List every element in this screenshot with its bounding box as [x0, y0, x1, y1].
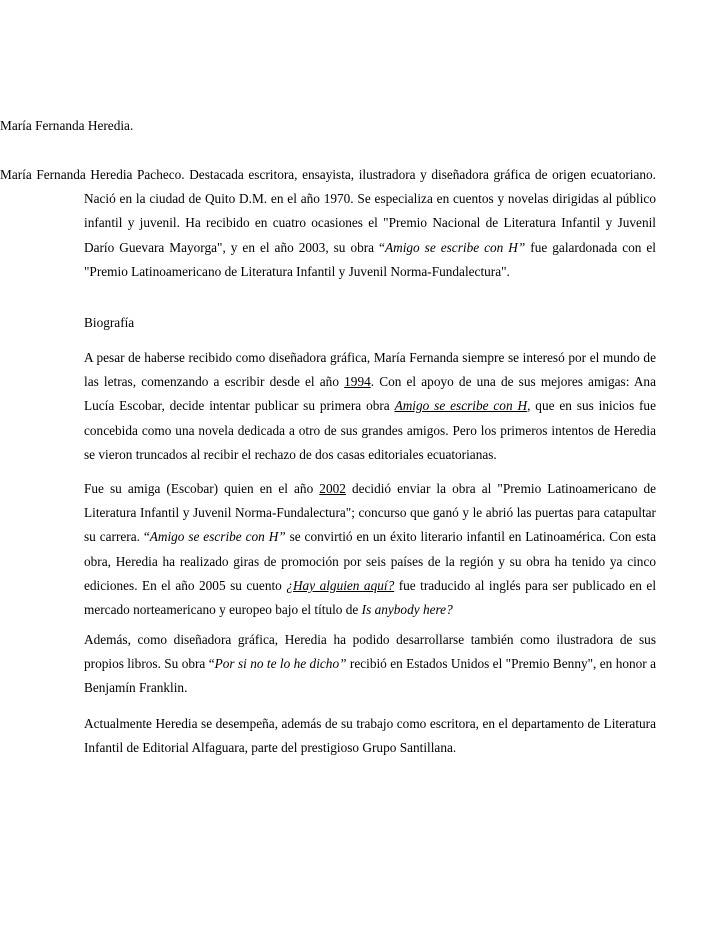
- p3-text-b: recibió en Estados Unidos el "Premio Benny", en honor a Benjamín Franklin.: [84, 656, 656, 696]
- document-title: María Fernanda Heredia.: [0, 118, 134, 133]
- intro-paragraph: [0, 163, 656, 284]
- year-2002-link[interactable]: 2002: [319, 481, 346, 496]
- intro-continuation: [84, 187, 656, 284]
- p2-text-c: se convirtió en un éxito literario infantil en Latinoamérica. Con esta obra, Heredia ha realizado giras de promoción por seis países de la región y su obra ha tenido ya cinco ediciones. En el año 2005 su cuento: [84, 529, 656, 593]
- book-amigo-link[interactable]: Amigo se escribe con H: [394, 398, 528, 414]
- p2-english-title: Is anybody here?: [361, 602, 453, 618]
- p1-text-c: , que en sus inicios fue concebida como una novela dedicada a otro de sus grandes amigos. Pero los primeros intentos de Heredia se vieron truncados al recibir el rechazo de dos casas editoriales ecuatorianas.: [84, 398, 656, 462]
- p1-text-b: . Con el apoyo de una de sus mejores amigas: Ana Lucía Escobar, decide intentar publicar su primera obra: [84, 374, 656, 414]
- intro-book-title: Amigo se escribe con H”: [384, 239, 526, 255]
- p3-text-a: Además, como diseñadora gráfica, Heredia ha podido desarrollarse también como ilustradora de sus propios libros. Su obra “: [84, 632, 656, 672]
- biography-paragraph-3: [84, 628, 656, 701]
- story-hay-alguien-link[interactable]: ¿Hay alguien aquí?: [286, 577, 395, 593]
- p2-text-d: fue traducido al inglés para ser publicado en el mercado norteamericano y europeo bajo el título de: [84, 577, 657, 618]
- biography-paragraph-2: [84, 477, 656, 622]
- biography-paragraph-1: [84, 346, 656, 467]
- p2-text-a: Fue su amiga (Escobar) quien en el año: [84, 481, 320, 496]
- p2-book-title: Amigo se escribe con H”: [149, 529, 286, 545]
- intro-first-line: María Fernanda Heredia Pacheco. Destacada escritora, ensayista, ilustradora y diseñadora gráfica de origen ecuatoriano.: [0, 167, 656, 182]
- p1-text-a: A pesar de haberse recibido como diseñadora gráfica, María Fernanda siempre se interesó por el mundo de las letras, comenzando a escribir desde el año: [84, 350, 656, 390]
- year-1994-link[interactable]: 1994: [344, 374, 371, 390]
- section-heading-biografia: Biografía: [84, 315, 135, 330]
- intro-text-1: Nació en la ciudad de Quito D.M. en el año 1970. Se especializa en cuentos y novelas dirigidas al público infantil y juvenil. Ha recibido en cuatro ocasiones el "Premio Nacional de Literatura Infantil y Juvenil Darío Guevara Mayorga", y en el año 2003, su obra “: [84, 191, 656, 255]
- p3-book-title: Por si no te lo he dicho”: [214, 656, 347, 672]
- biography-paragraph-4: Actualmente Heredia se desempeña, además de su trabajo como escritora, en el departamento de Literatura Infantil de Editorial Alfaguara, parte del prestigioso Grupo Santillana.: [84, 716, 656, 756]
- intro-text-2: fue galardonada con el "Premio Latinoamericano de Literatura Infantil y Juvenil Norma-Fundalectura".: [84, 239, 657, 279]
- p2-text-b: decidió enviar la obra al "Premio Latinoamericano de Literatura Infantil y Juvenil Norma-Fundalectura"; concurso que ganó y le abrió las puertas para catapultar su carrera. “: [84, 481, 656, 545]
